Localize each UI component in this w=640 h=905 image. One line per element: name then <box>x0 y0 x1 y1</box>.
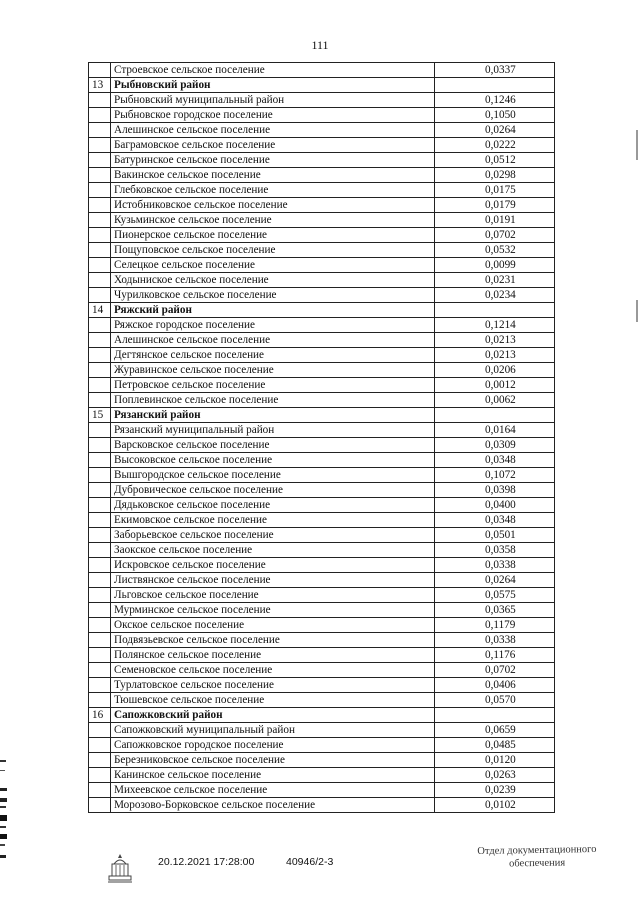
row-value: 0,0231 <box>435 273 555 288</box>
row-name: Кузьминское сельское поселение <box>111 213 435 228</box>
row-number <box>89 318 111 333</box>
table-row <box>89 423 555 438</box>
table-row <box>89 228 555 243</box>
row-name: Екимовское сельское поселение <box>111 513 435 528</box>
table-row <box>89 318 555 333</box>
row-value: 0,0348 <box>435 513 555 528</box>
row-number <box>89 633 111 648</box>
row-number <box>89 618 111 633</box>
row-name: Ряжское городское поселение <box>111 318 435 333</box>
row-value: 0,0239 <box>435 783 555 798</box>
row-name: Турлатовское сельское поселение <box>111 678 435 693</box>
row-value: 0,0213 <box>435 333 555 348</box>
row-number <box>89 663 111 678</box>
allocation-table <box>88 62 555 813</box>
scan-edge-mark <box>636 300 638 322</box>
table-row <box>89 543 555 558</box>
table-row <box>89 333 555 348</box>
table-row <box>89 438 555 453</box>
table-row <box>89 513 555 528</box>
row-name: Канинское сельское поселение <box>111 768 435 783</box>
row-name: Вакинское сельское поселение <box>111 168 435 183</box>
row-number <box>89 798 111 813</box>
row-name: Рыбновское городское поселение <box>111 108 435 123</box>
row-value: 0,0175 <box>435 183 555 198</box>
row-number <box>89 498 111 513</box>
row-number <box>89 558 111 573</box>
row-value: 0,0120 <box>435 753 555 768</box>
table-row <box>89 483 555 498</box>
row-name: Вышгородское сельское поселение <box>111 468 435 483</box>
row-value <box>435 708 555 723</box>
table-row <box>89 738 555 753</box>
row-value: 0,0102 <box>435 798 555 813</box>
row-value: 0,0298 <box>435 168 555 183</box>
row-name: Дядьковское сельское поселение <box>111 498 435 513</box>
department-stamp <box>462 843 612 872</box>
row-value: 0,0575 <box>435 588 555 603</box>
table-row <box>89 108 555 123</box>
row-number <box>89 108 111 123</box>
row-number <box>89 423 111 438</box>
table-row <box>89 558 555 573</box>
row-name: Семеновское сельское поселение <box>111 663 435 678</box>
row-value: 0,0512 <box>435 153 555 168</box>
table-row <box>89 138 555 153</box>
table-row <box>89 603 555 618</box>
row-value: 0,0099 <box>435 258 555 273</box>
table-row <box>89 273 555 288</box>
row-value: 0,0179 <box>435 198 555 213</box>
table-row <box>89 363 555 378</box>
row-name: Льговское сельское поселение <box>111 588 435 603</box>
table-row <box>89 63 555 78</box>
row-name: Глебковское сельское поселение <box>111 183 435 198</box>
row-value: 0,0191 <box>435 213 555 228</box>
footer-doc-code: 40946/2-3 <box>286 856 334 868</box>
table-row <box>89 768 555 783</box>
row-value: 0,1176 <box>435 648 555 663</box>
row-value: 0,1072 <box>435 468 555 483</box>
row-value: 0,0570 <box>435 693 555 708</box>
row-number <box>89 678 111 693</box>
row-name: Рыбновский район <box>111 78 435 93</box>
table-row <box>89 183 555 198</box>
table-row <box>89 648 555 663</box>
table-row <box>89 453 555 468</box>
table-row <box>89 198 555 213</box>
building-emblem-icon <box>106 852 134 884</box>
row-name: Дегтянское сельское поселение <box>111 348 435 363</box>
row-value: 0,0309 <box>435 438 555 453</box>
row-number <box>89 333 111 348</box>
table-row <box>89 213 555 228</box>
row-name: Окское сельское поселение <box>111 618 435 633</box>
row-name: Подвязьевское сельское поселение <box>111 633 435 648</box>
district-row <box>89 708 555 723</box>
table-row <box>89 783 555 798</box>
table-row <box>89 243 555 258</box>
row-number <box>89 738 111 753</box>
table-row <box>89 93 555 108</box>
row-value: 0,0206 <box>435 363 555 378</box>
row-value: 0,0338 <box>435 633 555 648</box>
row-name: Михеевское сельское поселение <box>111 783 435 798</box>
table-row <box>89 498 555 513</box>
row-value: 0,0263 <box>435 768 555 783</box>
row-name: Тюшевское сельское поселение <box>111 693 435 708</box>
row-number <box>89 243 111 258</box>
row-name: Рязанский район <box>111 408 435 423</box>
row-value: 0,1214 <box>435 318 555 333</box>
row-name: Сапожковский район <box>111 708 435 723</box>
row-value: 0,0337 <box>435 63 555 78</box>
table-row <box>89 378 555 393</box>
row-number <box>89 528 111 543</box>
table-row <box>89 633 555 648</box>
row-value: 0,0400 <box>435 498 555 513</box>
table-row <box>89 168 555 183</box>
row-value: 0,0702 <box>435 663 555 678</box>
row-value: 0,0659 <box>435 723 555 738</box>
row-name: Рязанский муниципальный район <box>111 423 435 438</box>
row-value: 0,1179 <box>435 618 555 633</box>
row-value: 0,0702 <box>435 228 555 243</box>
row-name: Морозово-Борковское сельское поселение <box>111 798 435 813</box>
table-row <box>89 348 555 363</box>
row-number <box>89 648 111 663</box>
row-name: Березниковское сельское поселение <box>111 753 435 768</box>
row-number <box>89 228 111 243</box>
row-name: Варсковское сельское поселение <box>111 438 435 453</box>
scan-edge-marks <box>0 760 8 870</box>
row-value: 0,0365 <box>435 603 555 618</box>
row-name: Селецкое сельское поселение <box>111 258 435 273</box>
row-number <box>89 288 111 303</box>
footer-datetime: 20.12.2021 17:28:00 <box>158 856 255 868</box>
table-row <box>89 258 555 273</box>
row-number <box>89 258 111 273</box>
row-value: 0,0338 <box>435 558 555 573</box>
row-value: 0,0358 <box>435 543 555 558</box>
row-name: Поплевинское сельское поселение <box>111 393 435 408</box>
table-row <box>89 573 555 588</box>
row-number <box>89 543 111 558</box>
table-row <box>89 588 555 603</box>
stamp-line-2: обеспечения <box>508 857 566 870</box>
row-name: Алешинское сельское поселение <box>111 333 435 348</box>
row-name: Строевское сельское поселение <box>111 63 435 78</box>
row-value: 0,0062 <box>435 393 555 408</box>
row-value <box>435 303 555 318</box>
row-value: 0,0222 <box>435 138 555 153</box>
row-number <box>89 453 111 468</box>
row-name: Истобниковское сельское поселение <box>111 198 435 213</box>
row-name: Полянское сельское поселение <box>111 648 435 663</box>
table-row <box>89 123 555 138</box>
row-number <box>89 693 111 708</box>
row-number <box>89 198 111 213</box>
row-name: Заокское сельское поселение <box>111 543 435 558</box>
row-number <box>89 753 111 768</box>
table-row <box>89 753 555 768</box>
row-number <box>89 768 111 783</box>
scan-edge-mark <box>636 130 638 160</box>
row-name: Ходыниское сельское поселение <box>111 273 435 288</box>
row-value: 0,0213 <box>435 348 555 363</box>
row-number <box>89 378 111 393</box>
row-value: 0,1050 <box>435 108 555 123</box>
row-name: Рыбновский муниципальный район <box>111 93 435 108</box>
row-name: Алешинское сельское поселение <box>111 123 435 138</box>
row-value: 0,0348 <box>435 453 555 468</box>
row-value: 0,0264 <box>435 123 555 138</box>
row-number <box>89 153 111 168</box>
row-number <box>89 573 111 588</box>
row-name: Заборьевское сельское поселение <box>111 528 435 543</box>
row-number <box>89 513 111 528</box>
page-number: 111 <box>311 38 329 52</box>
row-number <box>89 93 111 108</box>
row-number <box>89 138 111 153</box>
row-value: 0,0501 <box>435 528 555 543</box>
table-row <box>89 288 555 303</box>
row-value <box>435 408 555 423</box>
row-number <box>89 213 111 228</box>
row-name: Мурминское сельское поселение <box>111 603 435 618</box>
row-value: 0,0234 <box>435 288 555 303</box>
row-number: 14 <box>89 303 111 318</box>
table-row <box>89 693 555 708</box>
row-number <box>89 348 111 363</box>
table-row <box>89 618 555 633</box>
row-value: 0,1246 <box>435 93 555 108</box>
row-name: Искровское сельское поселение <box>111 558 435 573</box>
row-number: 16 <box>89 708 111 723</box>
row-name: Пощуповское сельское поселение <box>111 243 435 258</box>
table-row <box>89 723 555 738</box>
table-row <box>89 663 555 678</box>
row-name: Дубровическое сельское поселение <box>111 483 435 498</box>
row-number: 13 <box>89 78 111 93</box>
stamp-line-1: Отдел документационного <box>477 843 597 858</box>
row-name: Батуринское сельское поселение <box>111 153 435 168</box>
row-value <box>435 78 555 93</box>
row-value: 0,0164 <box>435 423 555 438</box>
row-number <box>89 123 111 138</box>
row-value: 0,0012 <box>435 378 555 393</box>
row-value: 0,0406 <box>435 678 555 693</box>
table-body <box>89 63 555 813</box>
row-number: 15 <box>89 408 111 423</box>
row-number <box>89 603 111 618</box>
district-row <box>89 408 555 423</box>
row-name: Листвянское сельское поселение <box>111 573 435 588</box>
row-number <box>89 783 111 798</box>
table-row <box>89 678 555 693</box>
row-number <box>89 393 111 408</box>
row-number <box>89 438 111 453</box>
table-row <box>89 528 555 543</box>
row-name: Пионерское сельское поселение <box>111 228 435 243</box>
row-name: Высоковское сельское поселение <box>111 453 435 468</box>
row-number <box>89 273 111 288</box>
row-number <box>89 183 111 198</box>
row-value: 0,0532 <box>435 243 555 258</box>
row-name: Петровское сельское поселение <box>111 378 435 393</box>
row-number <box>89 168 111 183</box>
table-row <box>89 153 555 168</box>
row-name: Сапожковское городское поселение <box>111 738 435 753</box>
row-value: 0,0264 <box>435 573 555 588</box>
row-number <box>89 468 111 483</box>
row-value: 0,0485 <box>435 738 555 753</box>
row-number <box>89 483 111 498</box>
table-row <box>89 798 555 813</box>
row-name: Баграмовское сельское поселение <box>111 138 435 153</box>
district-row <box>89 303 555 318</box>
row-value: 0,0398 <box>435 483 555 498</box>
row-name: Сапожковский муниципальный район <box>111 723 435 738</box>
row-name: Чурилковское сельское поселение <box>111 288 435 303</box>
district-row <box>89 78 555 93</box>
table-row <box>89 393 555 408</box>
row-number <box>89 363 111 378</box>
table-row <box>89 468 555 483</box>
row-number <box>89 63 111 78</box>
row-name: Журавинское сельское поселение <box>111 363 435 378</box>
row-number <box>89 588 111 603</box>
row-number <box>89 723 111 738</box>
row-name: Ряжский район <box>111 303 435 318</box>
